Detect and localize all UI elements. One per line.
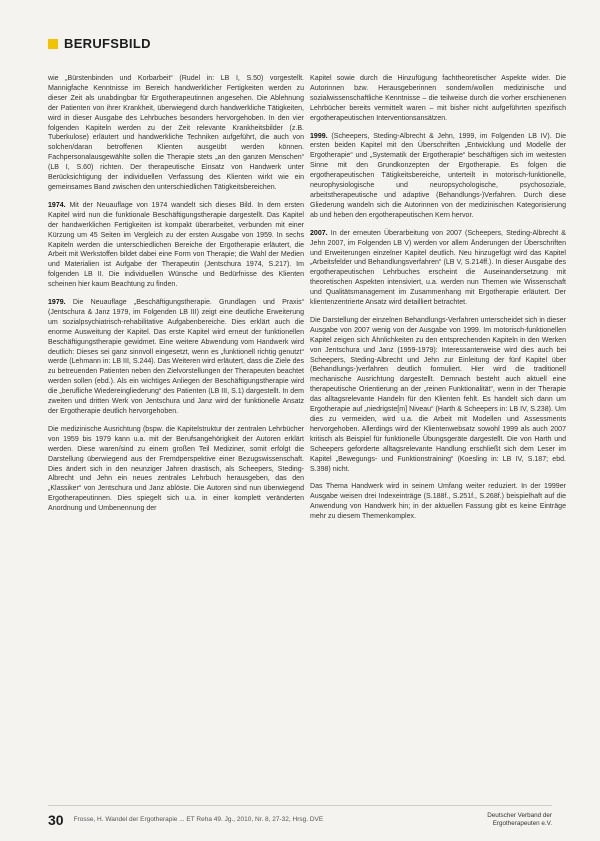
publisher-name	[487, 812, 552, 828]
year-lead: 2007.	[310, 229, 328, 237]
paragraph	[310, 482, 566, 522]
yellow-square-icon	[48, 39, 58, 49]
publisher-line: Deutscher Verband der	[487, 812, 552, 819]
right-column	[310, 74, 566, 530]
paragraph-text: wie „Bürstenbinden und Korbarbeit“ (Rudel in: LB I, S.50) vorgestellt. Mannigfache Kenntnisse im Bereich handwerklicher Fertigkeiten werden zu dieser Zeit als unabdingbar für Ergotherapeutinnen angesehen. Die Ablehnung der Patienten von ihrer Krankheit, überwiegend durch handwerkliche Tätigkeiten, wird in dieser Ausgabe des Lehrbuches besonders hervorgehoben. In den vier folgenden Kapiteln werden zu der Zeit relevante Krankheitsbilder (z.B. Tuberkulose) erläutert und handwerkliche Techniken aufgeführt, die auch von solchen/daran betroffenen Klienten ausgeübt werden können. Fachpersonalausgewählte sollen die Therapie stets „an den ganzen Menschen“ (LB I, S.60) richten. Der therapeutische Einsatz von Handwerk unter Berücksichtigung der individuellen Verfassung des Klienten wirkt wie ein gemeinsames Band zwischen den unterschiedlichen Tätigkeitsbereichen.	[48, 75, 304, 191]
paragraph	[310, 229, 566, 308]
citation-line: Frosse, H. Wandel der Ergotherapie ... ET Reha 49. Jg., 2010, Nr. 8, 27-32, Hrsg. DVE	[73, 816, 324, 823]
paragraph	[48, 298, 304, 417]
publisher-line: Ergotherapeuten e.V.	[492, 820, 552, 827]
paragraph	[310, 74, 566, 124]
paragraph-text: Die medizinische Ausrichtung (bspw. die Kapitelstruktur der zentralen Lehrbücher von 1959 bis 1979 kann u.a. mit der Berufsangehörigkeit der Autoren erklärt werden. Diese waren/sind zu einem großen Teil Mediziner, somit erfolgt die Darstellung überwiegend aus der Fremdperspektive einer Bezugswissenschaft. Dies ändert sich in den neunziger Jahren drastisch, als Scheepers, Steding-Albrecht und Jehn ein neues zentrales Lehrbuch herausgeben, das den „Klassiker“ von Jentschura und Janz ablöste. Die Autoren sind nun überwiegend Ergotherapeutinnen. Dies spiegelt sich u.a. in einer komplett veränderten Anordnung und Umbenennung der	[48, 425, 304, 513]
paragraph	[48, 74, 304, 193]
paragraph-text: In der erneuten Überarbeitung von 2007 (Scheepers, Steding-Albrecht & Jehn 2007, im Folgenden LB V) werden vor allem Änderungen der Überschriften und Erweiterungen einzelner Kapitel deutlich. Neu hinzugefügt wird das Kapitel „Arbeitsfelder und Behandlungsverfahren“ (LB V, S.214ff.). In dieser Ausgabe des ergotherapeutischen Lehrbuches erscheint die Auseinandersetzung mit theoretischen Aspekten intensiviert, u.a. werden nun Themen wie Wissenschaft und Qualitätsmanagement im Zusammenhang mit Ergotherapie erläutert. Der klientenzentrierte Ansatz wird detailliert betrachtet.	[310, 229, 566, 307]
paragraph	[310, 132, 566, 221]
left-column	[48, 74, 304, 522]
paragraph	[310, 316, 566, 475]
paragraph-text: Das Thema Handwerk wird in seinem Umfang weiter reduziert. In der 1999er Ausgabe weisen drei Indexeinträge (S.188f., S.251f., S.268f.) beispielhaft auf die Anwendung von Handwerk hin; in der aktuellen Fassung gibt es keine Einträge mehr zu diesem Themenkomplex.	[310, 483, 566, 521]
footer-divider	[48, 805, 552, 806]
year-lead: 1974.	[48, 201, 66, 209]
paragraph-text: Kapitel sowie durch die Hinzufügung fachtheoretischer Aspekte wider. Die Autorinnen bzw. Herausgeberinnen sondern/wollen medizinische und sozialwissenschaftliche Kenntnisse – die teilweise durch die vorher erschienenen Lehrbücher bereits vermittelt waren – mit bisher nicht aufgeführten spezifisch ergotherapeutischen Interventionsansätzen.	[310, 75, 566, 122]
paragraph	[48, 425, 304, 514]
paragraph	[48, 201, 304, 290]
section-title: BERUFSBILD	[64, 36, 151, 51]
paragraph-text: Die Neuauflage „Beschäftigungstherapie. Grundlagen und Praxis“ (Jentschura & Janz 1979, im Folgenden LB III) zeigt eine deutliche Erweiterung um sozialpsychiatrisch-rehabilitative Aufgabenbereiche. Dies erklärt auch die enorme Ausweitung der Kapitel. Das erste Kapitel wird erneut der funktionellen Beschäftigungstherapie gewidmet. Eine weitere Abwendung vom Handwerk wird deutlich: Dieses sei ganz sinnvoll eingesetzt, wenn es „funktionell richtig genutzt“ werde (Lehmann in: LB III, S.244). Das Weiteren wird erläutert, dass die Ziele des zu betreuenden Patienten neben den Zielvorstellungen der Therapeuten beachtet werden sollen (ebd.). Als ein wichtiges Anliegen der Beschäftigungstherapie wird die „berufliche Wiedereingliederung“ des Patienten (LB III, S.1) dargestellt. In dem zweiten und dritten Werk von Jentschura und Janz wird der funktionelle Ansatz der Ergotherapie deutlich hervorgehoben.	[48, 299, 304, 415]
year-lead: 1999.	[310, 132, 328, 140]
page-footer	[48, 812, 552, 834]
paragraph-text: Die Darstellung der einzelnen Behandlungs-Verfahren unterscheidet sich in dieser Ausgabe von 2007 wenig von der Ausgabe von 1999. Im motorisch-funktionellen Kapitel zeigen sich Ähnlichkeiten zu den entsprechenden Kapiteln in den Werken von Jentschura und Janz (1959-1979): Interessanterweise wird dies auch bei Scheepers, Steding-Albrecht und Jehn zur Einleitung der fünf Kapitel über (Behandlungs-)verfahren deutlich formuliert. Hier wird die traditionell mechanische Ausrichtung dargestellt. Demnach besteht auch aktuell eine therapeutische Orientierung an der „reinen Funktionalität“, wenn in der Therapie das alltagsrelevante Handeln für den Klienten fehlt. Es handelt sich dann um Ergotherapie auf „niedrigste[m] Niveau“ (Harth & Scheepers in: LB IV, S.238). Um dies zu vermeiden, wird u.a. die Arbeit mit Modellen und Assessments hervorgehoben. Allerdings wird der Klientenwebsatz sowohl 1999 als auch 2007 kritisch als Beispiel für funktionelle Übungsgeräte dargestellt. Die von Harth und Scheepers geforderte alltagsrelevante Handlung erschließt sich dem Leser im Kapitel „Bewegungs- und Funktionstraining“ (Koesling in: LB IV, S.187; ebd. S.398) nicht.	[310, 316, 566, 473]
paragraph-text: Mit der Neuauflage von 1974 wandelt sich dieses Bild. In dem ersten Kapitel wird nun die funktionale Beschäftigungstherapie dargestellt. Das Kapitel der handwerklichen Fertigkeiten ist kompakt überarbeitet, verbunden mit einer Kürzung um 45 Seiten im Vergleich zu der ersten Ausgabe von 1959. In sechs Kapiteln werden die unterschiedlichen Bereiche der Ergotherapie erläutert, die Arbeit mit Werkstoffen bildet dabei eine Form von Therapie; die Wahl der Medien und Materialien ist Aufgabe der Therapeutin (Jentschura 1974, S.217). Im folgenden LB II. Die individuellen Wünsche und Bedürfnisse des Klienten scheinen hier kaum Beachtung zu finden.	[48, 201, 304, 289]
section-header	[48, 36, 151, 51]
year-lead: 1979.	[48, 299, 66, 307]
page-number: 30	[48, 812, 64, 828]
paragraph-text: (Scheepers, Steding-Albrecht & Jehn, 1999, im Folgenden LB IV). Die ersten beiden Kapitel mit den Überschriften „Entwicklung und Modelle der Ergotherapie“ und „Systematik der Ergotherapie“ beschäftigen sich im weitesten Sinne mit den Grundkonzepten der Ergotherapie. Es folgen die ergotherapeutischen Tätigkeitsbereiche, unterteilt in motorisch-funktionelle, neurophysiologische und neuropsychologische, psychosoziale, arbeitstherapeutische und adaptive (Behandlungs-)Verfahren. Durch diese Gliederung wandeln sich die Autorinnen von der medizinischen Kategorisierung ab und heben den ergotherapeutischen Kern hervor.	[310, 132, 566, 219]
